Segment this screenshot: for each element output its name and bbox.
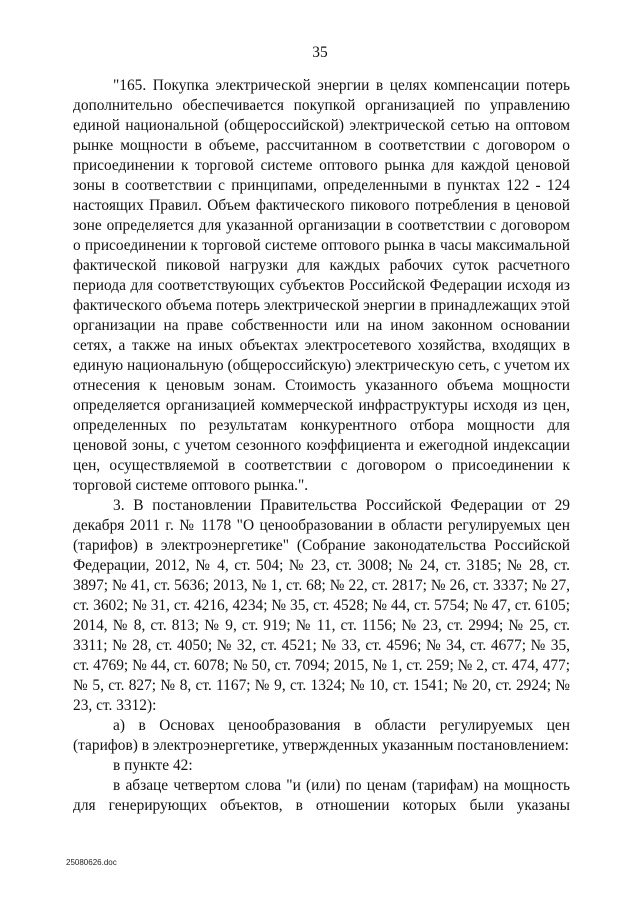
paragraph-item-3: 3. В постановлении Правительства Российской Федерации от 29 декабря 2011 г. № 1178 "О ценообразовании в области регулируемых цен (тарифов) в электроэнергетике" (Собрание законодательства Российской Федерации, 2012, № 4, ст. 504; № 23, ст. 3008; № 24, ст. 3185; № 28, ст. 3897; № 41, ст. 5636; 2013, № 1, ст. 68; № 22, ст. 2817; № 26, ст. 3337; № 27, ст. 3602; № 31, ст. 4216, 4234; № 35, ст. 4528; № 44, ст. 5754; № 47, ст. 6105; 2014, № 8, ст. 813; № 9, ст. 919; № 11, ст. 1156; № 23, ст. 2994; № 25, ст. 3311; № 28, ст. 4050; № 32, ст. 4521; № 33, ст. 4596; № 34, ст. 4677; № 35, ст. 4769; № 44, ст. 6078; № 50, ст. 7094; 2015, № 1, ст. 259; № 2, ст. 474, 477; № 5, ст. 827; № 8, ст. 1167; № 9, ст. 1324; № 10, ст. 1541; № 20, ст. 2924; № 23, ст. 3312): bbox=[73, 497, 570, 714]
paragraph-abzac-4: в абзаце четвертом слова "и (или) по ценам (тарифам) на мощность для генерирующих объектов, в отношении которых были указаны bbox=[73, 777, 570, 814]
page-number: 35 bbox=[312, 44, 328, 61]
paragraph-clause-165: "165. Покупка электрической энергии в целях компенсации потерь дополнительно обеспечивается покупкой организацией по управлению единой национальной (общероссийской) электрической сетью на оптовом рынке мощности в объеме, рассчитанном в соответствии с договором о присоединении к торговой системе оптового рынка для каждой ценовой зоны в соответствии с принципами, определенными в пунктах 122 - 124 настоящих Правил. Объем фактического пикового потребления в ценовой зоне определяется для указанной организации в соответствии с договором о присоединении к торговой системе оптового рынка в часы максимальной фактической пиковой нагрузки для каждых рабочих суток расчетного периода для соответствующих субъектов Российской Федерации исходя из фактического объема потерь электрической энергии в принадлежащих этой организации на праве собственности или на ином законном основании сетях, а также на иных объектах электросетевого хозяйства, входящих в единую национальную (общероссийскую) электрическую сеть, с учетом их отнесения к ценовым зонам. Стоимость указанного объема мощности определяется организацией коммерческой инфраструктуры исходя из цен, определенных по результатам конкурентного отбора мощности для ценовой зоны, с учетом сезонного коэффициента и ежегодной индексации цен, осуществляемой в соответствии с договором о присоединении к торговой системе оптового рынка.". bbox=[73, 77, 570, 494]
document-body bbox=[73, 76, 570, 816]
paragraph-subitem-a: а) в Основах ценообразования в области регулируемых цен (тарифов) в электроэнергетике, утвержденных указанным постановлением: bbox=[73, 717, 570, 754]
paragraph-point-42: в пункте 42: bbox=[113, 757, 193, 774]
footer-file-code: 25080626.doc bbox=[66, 858, 117, 867]
